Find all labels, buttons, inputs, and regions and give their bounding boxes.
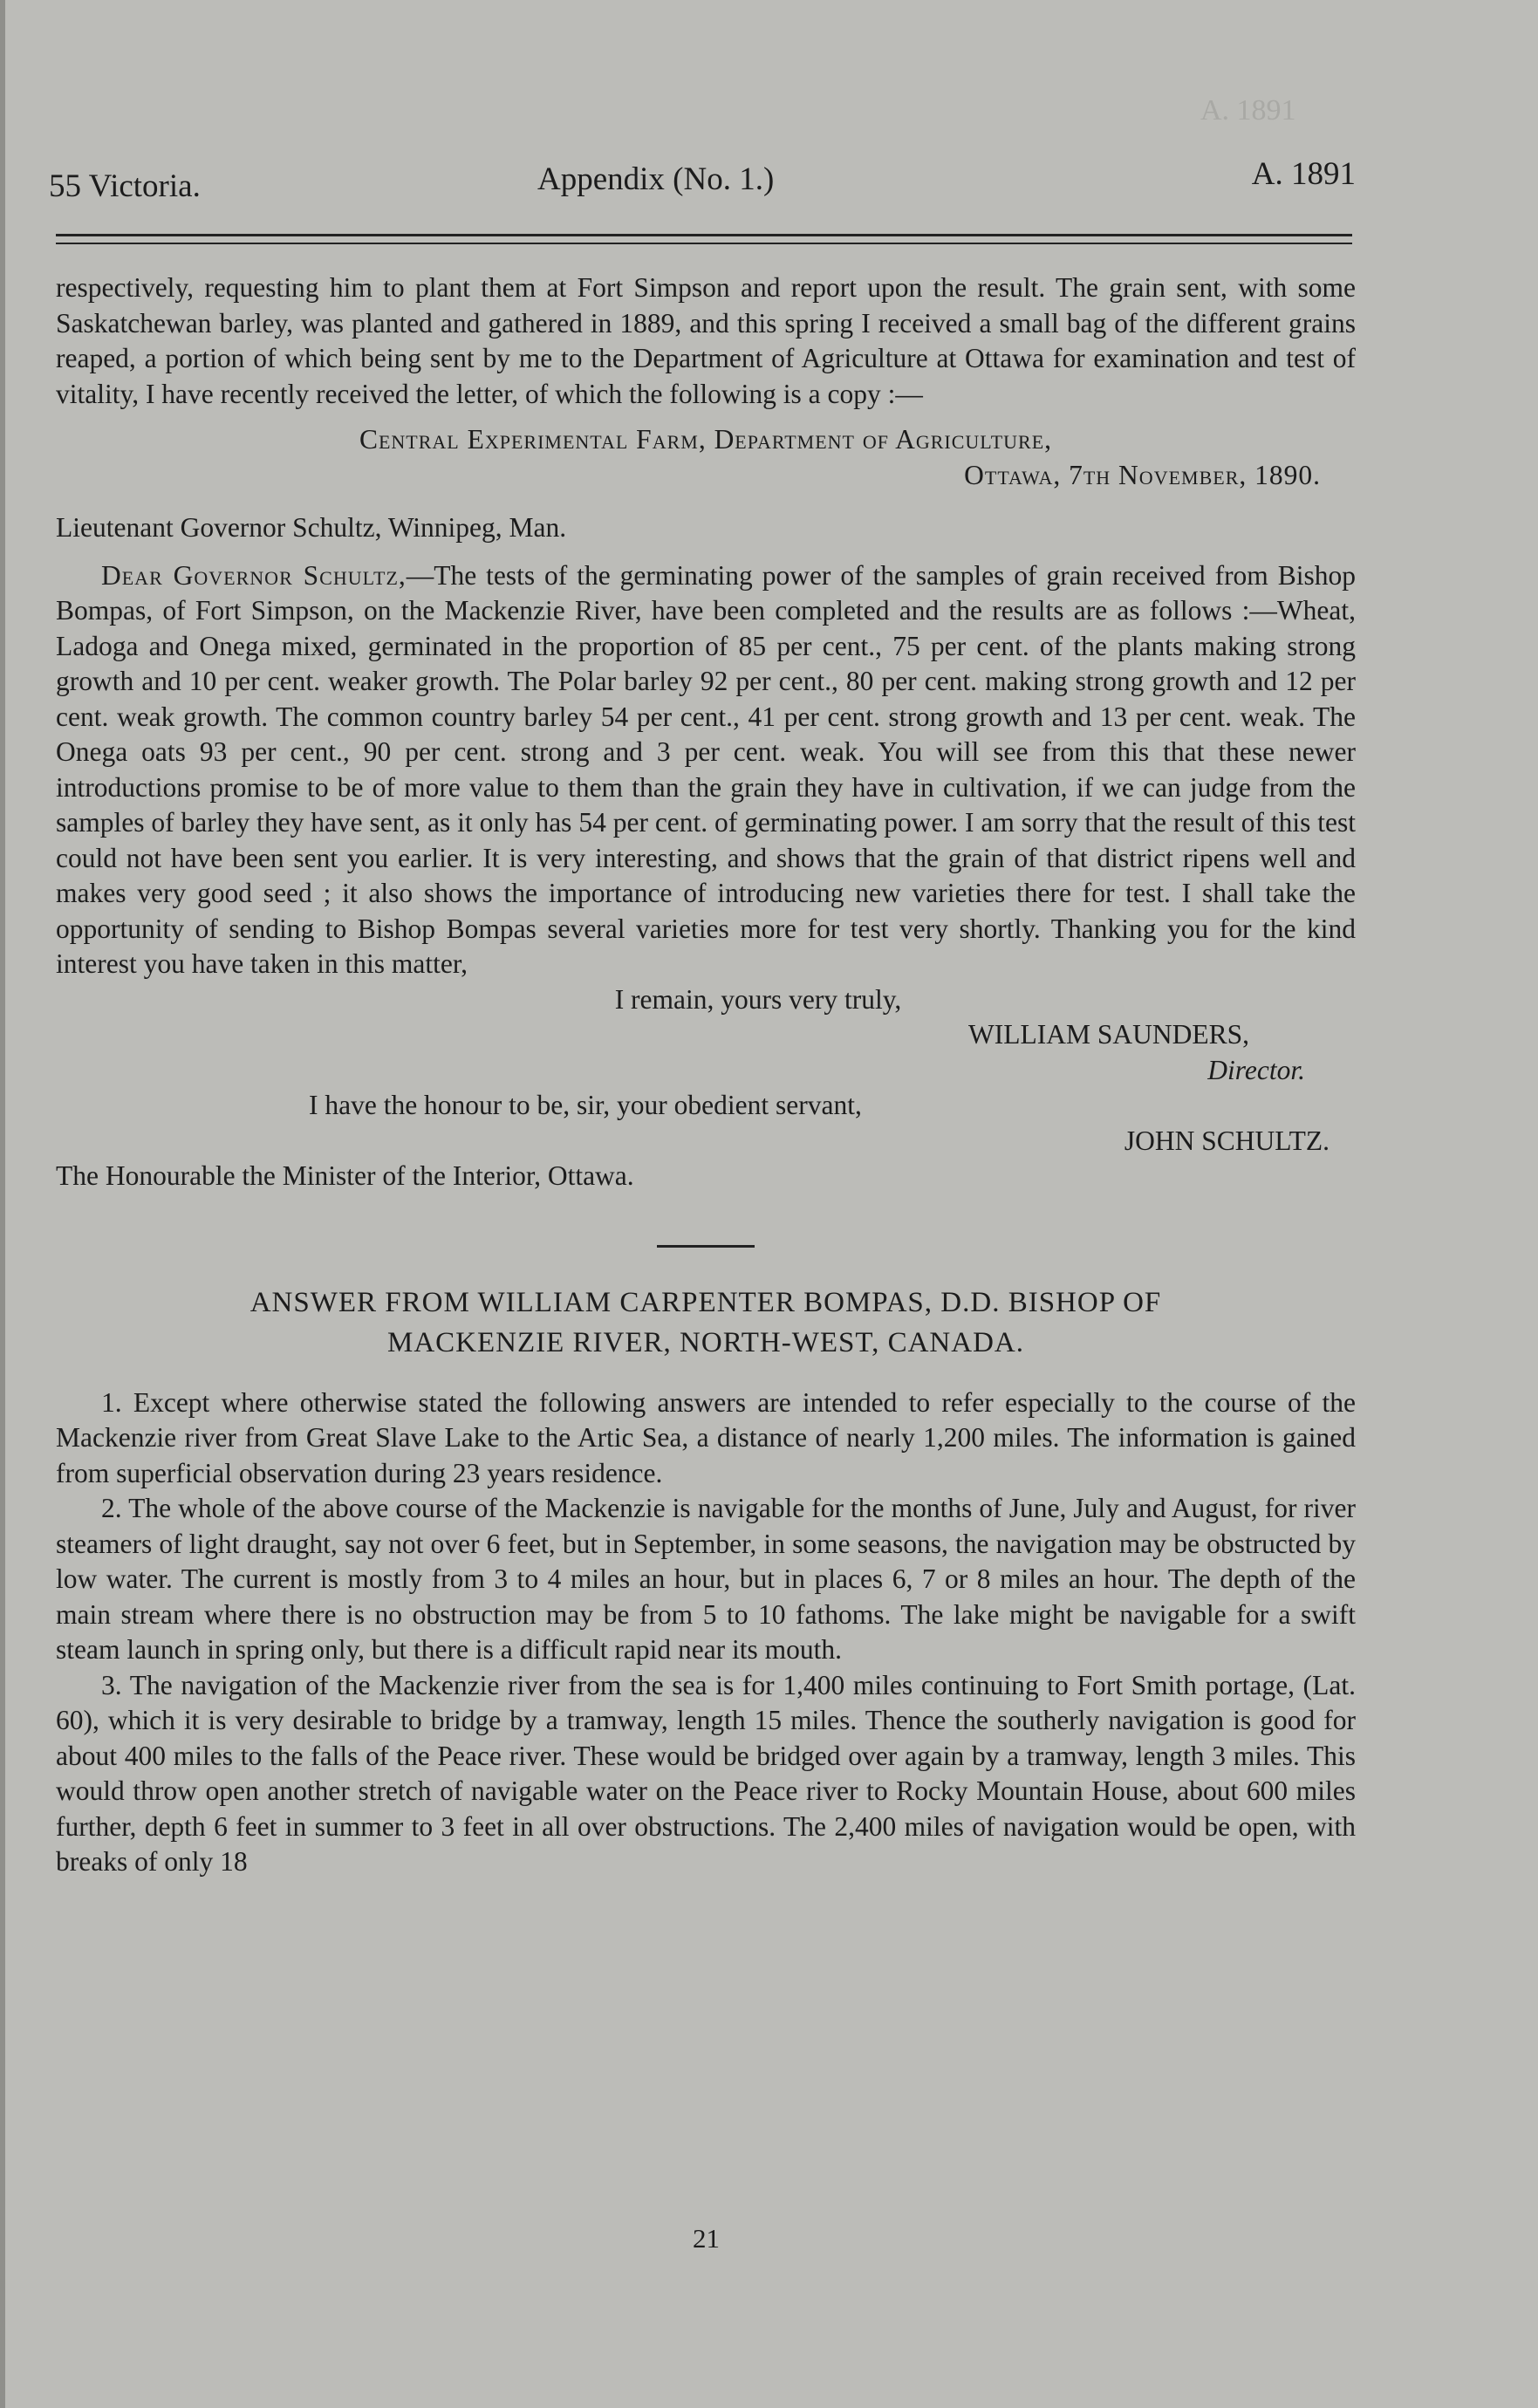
intro-paragraph: respectively, requesting him to plant them at Fort Simpson and report upon the result. The grain sent, with some Saskatchewan barley, was planted and gathered in 1889, and this spring I received a small bag of the different grains reaped, a portion of which being sent by me to the Department of Agriculture at Ottawa for examination and test of vitality, I have recently received the letter, of which the following is a copy :— — [56, 272, 1356, 409]
answer-paragraph-2: 2. The whole of the above course of the Mackenzie is navigable for the months of June, July and August, for river steamers of light draught, say not over 6 feet, but in September, in some seasons, the navigation may be obstructed by low water. The current is mostly from 3 to 4 miles an hour, but in places 6, 7 or 8 miles an hour. The depth of the main stream where there is no obstruction may be from 5 to 10 fathoms. The lake might be navigable for a swift steam launch in spring only, but there is a difficult rapid near its mouth. — [56, 1493, 1356, 1665]
report-signer: JOHN SCHULTZ. — [1124, 1125, 1330, 1156]
page-body — [56, 270, 1356, 1880]
running-header — [49, 155, 1356, 208]
letter-signer-title: Director. — [1207, 1054, 1305, 1085]
report-closing: I have the honour to be, sir, your obedient servant, — [309, 1090, 862, 1120]
answer-paragraph-1: 1. Except where otherwise stated the following answers are intended to refer especially to the course of the Mackenzie river from Great Slave Lake to the Artic Sea, a distance of nearly 1,200 miles. The information is gained from superficial observation during 23 years residence. — [56, 1386, 1356, 1488]
report-addressee: The Honourable the Minister of the Interior, Ottawa. — [56, 1160, 634, 1191]
header-rule-bottom — [56, 243, 1352, 244]
answer-heading-line-2: MACKENZIE RIVER, NORTH-WEST, CANADA. — [386, 1326, 1024, 1358]
section-divider — [657, 1245, 755, 1248]
letter-address: Central Experimental Farm, Department of Agriculture, — [359, 424, 1053, 455]
letter-recipient: Lieutenant Governor Schultz, Winnipeg, Man. — [56, 512, 567, 543]
letter-date: Ottawa, 7th November, 1890. — [964, 459, 1321, 490]
bleed-through-header: A. 1891 — [1200, 94, 1296, 127]
page-number: 21 — [693, 2223, 720, 2254]
header-appendix: Appendix (No. 1.) — [537, 161, 775, 197]
letter-closing: I remain, yours very truly, — [614, 983, 902, 1015]
answer-paragraph-3: 3. The navigation of the Mackenzie river from the sea is for 1,400 miles continuing to Fort Smith portage, (Lat. 60), which it is very desirable to bridge by a tramway, length 15 miles. Thence the southerly navigation is good for about 400 miles to the falls of the Peace river. These would be bridged over again by a tramway, length 3 miles. This would throw open another stretch of navigable water on the Peace river to Rocky Mountain House, about 600 miles further, depth 6 feet in summer to 3 feet in all over obstructions. The 2,400 miles of navigation would be open, with breaks of only 18 — [56, 1669, 1356, 1877]
header-session: 55 Victoria. — [49, 168, 201, 204]
header-rule-top — [56, 234, 1352, 236]
letter-body-text: —The tests of the germinating power of the samples of grain received from Bishop Bompas, of Fort Simpson, on the Mackenzie River, have been completed and the results are as follows :—Wheat, Ladoga and Onega mixed, germinated in the proportion of 85 per cent., 75 per cent. of the plants making strong growth and 10 per cent. weaker growth. The Polar barley 92 per cent., 80 per cent. making strong growth and 12 per cent. weak growth. The common country barley 54 per cent., 41 per cent. strong growth and 13 per cent. weak. The Onega oats 93 per cent., 90 per cent. strong and 3 per cent. weak. You will see from this that these newer introductions promise to be of more value to them than the grain they have in cultivation, if we can judge from the samples of barley they have sent, as it only has 54 per cent. of germinating power. I am sorry that the result of this test could not have been sent you earlier. It is very interesting, and shows that the grain of that district ripens well and makes very good seed ; it also shows the importance of introducing new varieties there for test. I shall take the opportunity of sending to Bishop Bompas several varieties more for test very shortly. Thanking you for the kind interest you have taken in this matter, — [56, 559, 1356, 979]
letter-signer: WILLIAM SAUNDERS, — [968, 1019, 1249, 1050]
letter-body — [56, 558, 1356, 982]
header-year: A. 1891 — [1251, 156, 1356, 192]
letter-salutation: Dear Governor Schultz, — [101, 559, 407, 591]
answer-heading-line-1: ANSWER FROM WILLIAM CARPENTER BOMPAS, D.D. BISHOP OF — [249, 1286, 1162, 1318]
